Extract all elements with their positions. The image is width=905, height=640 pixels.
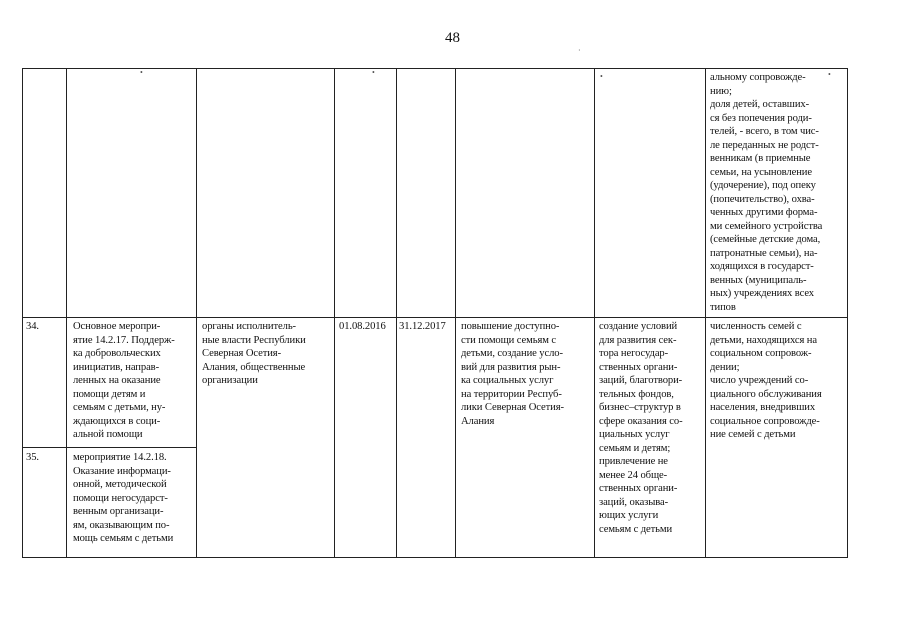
row-34-end-date: 31.12.2017 — [399, 321, 446, 332]
col-border-3 — [334, 68, 335, 558]
row-34-executor: органы исполнитель- ные власти Республики Северная Осетия- Алания, общественные организации — [202, 321, 306, 386]
col-border-2 — [196, 68, 197, 558]
indicators-continued-cell: альному сопровожде- нию; доля детей, оставших- ся без попечения роди- телей, - всего, в том чис- ле переданных не родст- венникам (в приемные семьи, на усыновление (удочерение), под опеку (попечительство), охва- ченных другими форма- ми семейного устройства (семейные детские дома, патронатные семьи), на- ходящихся в государст- венных (муниципаль- ных) учреждениях всех типов — [710, 72, 823, 313]
scan-speck: · — [578, 46, 581, 55]
row-35-top-border — [22, 447, 196, 448]
row-34-start-date: 01.08.2016 — [339, 321, 386, 332]
page-number: 48 — [445, 30, 460, 46]
scan-speck: • — [140, 68, 143, 77]
col-border-0 — [22, 68, 23, 558]
col-border-4 — [396, 68, 397, 558]
scan-speck: • — [372, 68, 375, 77]
row-34-indicators: численность семей с детьми, находящихся на социальном сопровож- дении; число учреждений со- циального обслуживания населения, внедривших социальное сопровожде- ние семей с детьми — [710, 321, 822, 440]
scan-speck: • — [828, 70, 831, 79]
col-border-1 — [66, 68, 67, 558]
row-34-number: 34. — [26, 321, 39, 332]
row-35-number: 35. — [26, 452, 39, 463]
row-34-consequence: создание условий для развития сек- тора негосудар- ственных органи- заций, благотвори- тельных фондов, бизнес–структур в сфере оказания со- циальных услуг семьям и детям; привлечение не менее 24 обще- ственных органи- заций, оказыва- ющих услуги семьям с детьми — [599, 321, 683, 535]
col-border-7 — [705, 68, 706, 558]
row-34-top-border — [22, 317, 848, 318]
row-34-measure: Основное меропри- ятие 14.2.17. Поддерж- ка добровольческих инициатив, направ- ленных на оказание помощи детям и семьям с детьми, ну- ждающихся в соци- альной помощи — [73, 321, 175, 440]
col-border-6 — [594, 68, 595, 558]
table-top-border — [22, 68, 848, 69]
table-bottom-border — [22, 557, 848, 558]
row-34-result: повышение доступно- сти помощи семьям с детьми, создание усло- вий для развития рын- ка социальных услуг на территории Респуб- лики Северная Осетия- Алания — [461, 321, 564, 427]
col-border-8 — [847, 68, 848, 558]
scan-speck: • — [600, 72, 603, 81]
row-35-measure: мероприятие 14.2.18. Оказание информаци- онной, методической помощи негосударст- венным организаци- ям, оказывающим по- мощь семьям с детьми — [73, 452, 174, 544]
col-border-5 — [455, 68, 456, 558]
